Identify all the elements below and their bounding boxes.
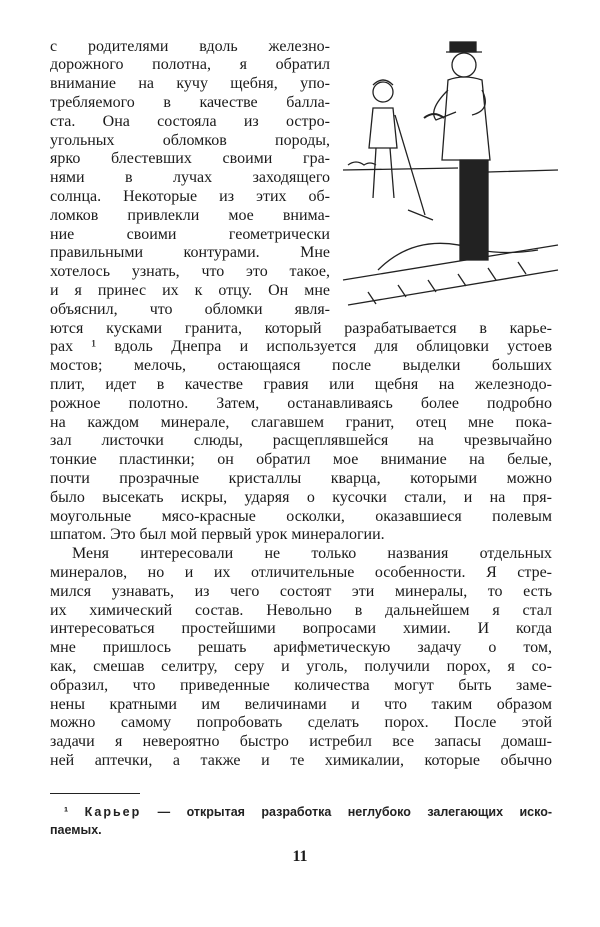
footnote-term: Карьер: [84, 805, 142, 819]
text-line: нены кратными им величинами и что таким образом: [50, 695, 552, 713]
footnote-rule: [50, 793, 140, 794]
text-line: солнца. Некоторые из этих об-: [50, 188, 330, 205]
text-line: мне пришлось решать арифметическую задачу о том,: [50, 639, 552, 657]
text-line: внимание на кучу щебня, упо-: [50, 75, 330, 93]
text-line: правильными контурами. Мне: [50, 244, 330, 262]
text-line: объяснил, что обломки явля-: [50, 300, 330, 318]
text-line: можно самому попробовать сделать порох. После этой: [50, 714, 552, 732]
text-line: ются кусками гранита, который разрабатывается в карье-: [50, 319, 552, 337]
text-line: хотелось узнать, что это такое,: [50, 263, 330, 281]
footnote-line-1: [50, 804, 552, 821]
text-line: ста. Она состояла из остро-: [50, 112, 330, 130]
text-line: нями в лучах заходящего: [50, 169, 330, 187]
footnote-line-2: паемых.: [50, 823, 102, 837]
text-line: ней аптечки, а также и те химикалии, которые обычно: [50, 752, 552, 769]
text-line: на каждом минерале, слагавшем гранит, отец мне пока-: [50, 413, 552, 431]
text-line: мился узнавать, из чего состоят эти минералы, то есть: [50, 582, 552, 600]
text-line: образил, что приведенные количества могут быть заме-: [50, 676, 552, 694]
text-line: угольных обломков породы,: [50, 131, 330, 149]
text-line: плит, идет в качестве гравия или щебня на железнодо-: [50, 376, 552, 393]
text-line: тонкие пластинки; он обратил мое внимание на белые,: [50, 451, 552, 469]
text-line: требляемого в качестве балла-: [50, 94, 330, 111]
page-number: 11: [292, 848, 308, 865]
text-line: было высекать искры, ударяя о кусочки стали, и на пря-: [50, 488, 552, 506]
text-line: минералов, но и их отличительные особенности. Я стре-: [50, 564, 552, 581]
text-line: и я принес их к отцу. Он мне: [50, 282, 330, 299]
text-line: рах ¹ вдоль Днепра и используется для облицовки устоев: [50, 338, 552, 356]
text-line: ние своими геометрически: [50, 225, 330, 243]
illustration-man-and-boy-by-railway: [338, 30, 563, 320]
text-line: дорожного полотна, я обратил: [50, 56, 330, 74]
text-line: задачи я невероятно быстро истребил все запасы домаш-: [50, 733, 552, 751]
text-line: ломков привлекли мое внима-: [50, 206, 330, 224]
text-line: моугольные мясо-красные осколки, оказавшиеся полевым: [50, 507, 552, 525]
text-line: зал листочки слюды, расщеплявшейся на чрезвычайно: [50, 432, 552, 450]
text-line: их химический состав. Невольно в дальнейшем я стал: [50, 601, 552, 619]
text-line: Меня интересовали не только названия отдельных: [72, 545, 552, 563]
text-line: интересоваться простейшими вопросами химии. И когда: [50, 620, 552, 638]
text-line: как, смешав селитру, серу и уголь, получили порох, я со-: [50, 658, 552, 675]
footnote-marker: ¹: [64, 805, 69, 819]
text-line: мостов; мелочь, остающаяся после выделки больших: [50, 357, 552, 375]
text-line: шпатом. Это был мой первый урок минералогии.: [50, 526, 385, 544]
text-line: с родителями вдоль железно-: [50, 37, 330, 55]
text-line: почти прозрачные кристаллы кварца, которыми можно: [50, 470, 552, 487]
text-line: ярко блестевших своими гра-: [50, 150, 330, 168]
footnote-definition: — открытая разработка неглубоко залегающих иско-: [157, 805, 552, 819]
text-line: рожное полотно. Затем, останавливаясь более подробно: [50, 394, 552, 412]
